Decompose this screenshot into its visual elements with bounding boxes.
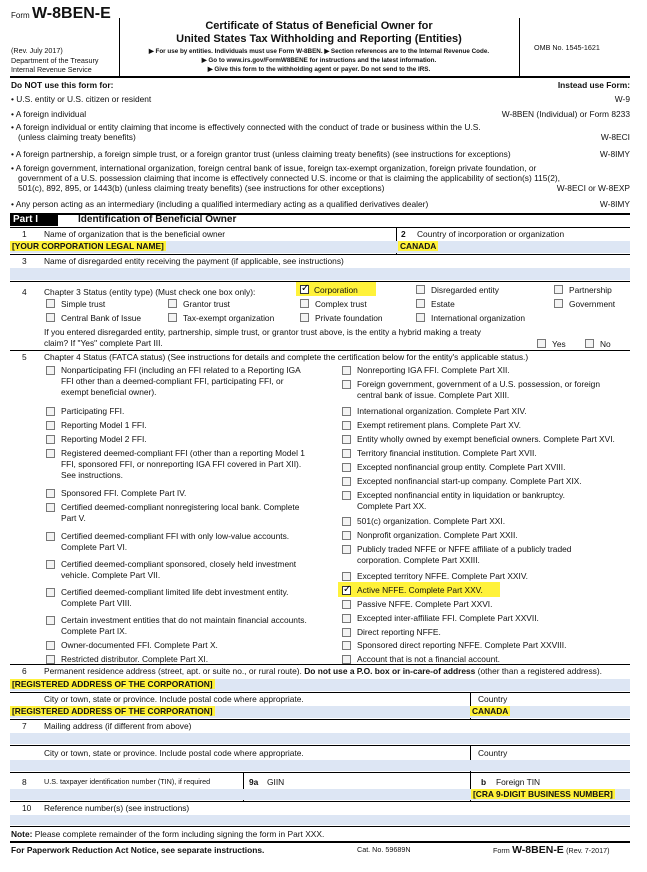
fatca-status-right-label: Excepted inter-affiliate FFI. Complete Part XXVII.: [357, 613, 539, 623]
rule: [10, 692, 630, 693]
form-number: W-8BEN-E: [32, 5, 111, 22]
fatca-status-left-label: Complete Part IX.: [61, 626, 128, 636]
fatca-status-left-label: Certified deemed-compliant limited life debt investment entity.: [61, 587, 289, 597]
form-number-block: [11, 4, 111, 23]
fatca-status-right-label: Entity wholly owned by exempt beneficial owners. Complete Part XVI.: [357, 434, 615, 444]
fatca-status-right-label: Excepted nonfinancial entity in liquidation or bankruptcy.: [357, 490, 565, 500]
mailing-city-label: City or town, state or province. Include postal code where appropriate.: [44, 748, 304, 758]
partnership-label: Partnership: [569, 285, 612, 295]
complex-trust-checkbox[interactable]: [300, 299, 309, 308]
country-of-incorporation-value: CANADA: [400, 241, 437, 251]
exclusion-form: W-8IMY: [599, 149, 630, 159]
permanent-address-value: [REGISTERED ADDRESS OF THE CORPORATION]: [12, 679, 213, 689]
fatca-status-right-label: Foreign government, government of a U.S. possession, or foreign: [357, 379, 601, 389]
fatca-status-right-label: International organization. Complete Part XIV.: [357, 406, 527, 416]
line4-label: Chapter 3 Status (entity type) (Must check one box only):: [44, 287, 256, 297]
instead-use-heading: Instead use Form:: [557, 80, 630, 90]
do-not-use-heading: Do NOT use this form for:: [11, 80, 114, 90]
fatca-status-left-label: Reporting Model 2 FFI.: [61, 434, 147, 444]
line-number: 2: [401, 229, 406, 239]
exclusion-row: • A foreign individual: [11, 109, 87, 119]
central-bank-checkbox[interactable]: [46, 313, 55, 322]
fatca-status-right-label: Complete Part XX.: [357, 501, 427, 511]
us-tin-field[interactable]: [14, 789, 239, 800]
corporation-label: Corporation: [314, 285, 358, 295]
complex-trust-label: Complex trust: [315, 299, 367, 309]
intl-org-checkbox[interactable]: [416, 313, 425, 322]
fatca-status-left-label: Owner-documented FFI. Complete Part X.: [61, 640, 218, 650]
fatca-status-right-checkbox[interactable]: [342, 407, 351, 416]
exclusion-row-cont: (unless claiming treaty benefits): [18, 132, 136, 142]
line-number: 3: [22, 256, 27, 266]
line-number: 1: [22, 229, 27, 239]
fatca-status-left-label: Complete Part VI.: [61, 542, 128, 552]
footer-form-id: [493, 844, 610, 857]
fatca-status-right-checkbox[interactable]: [342, 586, 351, 595]
fatca-status-right-label: Excepted nonfinancial start-up company. Complete Part XIX.: [357, 476, 582, 486]
fatca-status-left-checkbox[interactable]: [46, 641, 55, 650]
exclusion-form: W-9: [614, 94, 630, 104]
instruction-bullet-3: ▶ Give this form to the withholding agent or payer. Do not send to the IRS.: [207, 66, 431, 73]
line9b-label: Foreign TIN: [496, 777, 541, 787]
city-field[interactable]: [10, 706, 215, 716]
private-foundation-label: Private foundation: [315, 313, 383, 323]
rule: [10, 826, 630, 827]
hybrid-question-cont: claim? If "Yes" complete Part III.: [44, 338, 163, 348]
fatca-status-right-label: Nonprofit organization. Complete Part XXII.: [357, 530, 518, 540]
rule: [10, 841, 630, 843]
fatca-status-left-label: vehicle. Complete Part VII.: [61, 570, 161, 580]
line-number: 8: [22, 777, 27, 787]
disregarded-entity-checkbox[interactable]: [416, 285, 425, 294]
line3-label: Name of disregarded entity receiving the payment (if applicable, see instructions): [44, 256, 344, 266]
fatca-status-left-checkbox[interactable]: [46, 588, 55, 597]
fatca-status-left-checkbox[interactable]: [46, 366, 55, 375]
fatca-status-left-label: See instructions.: [61, 470, 123, 480]
country-field[interactable]: [470, 706, 510, 716]
line6-label-b: Do not use a P.O. box or in-care-of address: [304, 666, 476, 676]
header-divider-right: [519, 18, 520, 76]
department: Department of the Treasury: [11, 56, 99, 65]
fatca-status-left-label: Participating FFI.: [61, 406, 125, 416]
fatca-status-left-label: Certain investment entities that do not maintain financial accounts.: [61, 615, 307, 625]
instruction-bullet-2: ▶ Go to www.irs.gov/FormW8BENE for instructions and the latest information.: [201, 57, 437, 64]
exclusion-row: • U.S. entity or U.S. citizen or resident: [11, 94, 152, 104]
fatca-status-right-label: Publicly traded NFFE or NFFE affiliate of a publicly traded: [357, 544, 572, 554]
government-label: Government: [569, 299, 616, 309]
organization-name-field[interactable]: [10, 241, 166, 251]
paperwork-notice: For Paperwork Reduction Act Notice, see separate instructions.: [11, 845, 265, 855]
header-rule: [10, 76, 630, 78]
private-foundation-checkbox[interactable]: [300, 313, 309, 322]
fatca-status-right-checkbox[interactable]: [342, 380, 351, 389]
fatca-status-left-label: Restricted distributor. Complete Part XI.: [61, 654, 209, 664]
line-number: 4: [22, 287, 27, 297]
line6-label: [44, 666, 602, 676]
mailing-address-field[interactable]: [10, 733, 630, 744]
foreign-tin-value: [CRA 9-DIGIT BUSINESS NUMBER]: [473, 789, 613, 799]
rule: [10, 772, 630, 773]
tax-exempt-checkbox[interactable]: [168, 313, 177, 322]
hybrid-question: If you entered disregarded entity, partnership, simple trust, or grantor trust above, is the entity a hybrid making a treaty: [44, 327, 481, 337]
form-title-line1: Certificate of Status of Beneficial Owner for: [205, 20, 433, 32]
exclusion-row: • A foreign individual or entity claiming that income is effectively connected with the conduct of trade or business within the U.S.: [11, 122, 481, 132]
fatca-status-left-label: Nonparticipating FFI (including an FFI related to a Reporting IGA: [61, 365, 301, 375]
grantor-trust-label: Grantor trust: [183, 299, 231, 309]
rule: [10, 745, 630, 746]
fatca-status-left-label: Part V.: [61, 513, 86, 523]
fatca-status-left-label: Sponsored FFI. Complete Part IV.: [61, 488, 187, 498]
fatca-status-left-checkbox[interactable]: [46, 532, 55, 541]
form-title-line2: United States Tax Withholding and Reporting (Entities): [176, 33, 462, 45]
revision-date: (Rev. July 2017): [11, 46, 63, 55]
fatca-status-right-checkbox[interactable]: [342, 477, 351, 486]
footer-form-number: W-8BEN-E: [512, 844, 564, 856]
city-value: [REGISTERED ADDRESS OF THE CORPORATION]: [12, 706, 213, 716]
grantor-trust-checkbox[interactable]: [168, 299, 177, 308]
exclusion-row: • A foreign government, international organization, foreign central bank of issue, foreign tax-exempt organization, foreign private foundation, or: [11, 163, 537, 173]
exclusion-form: W-8IMY: [599, 199, 630, 209]
fatca-status-right-checkbox[interactable]: [342, 463, 351, 472]
footer-form-label: Form: [493, 846, 510, 855]
line-number: 5: [22, 352, 27, 362]
instruction-bullet-1: ▶ For use by entities. Individuals must use Form W-8BEN. ▶ Section references are to the Internal Revenue Code.: [148, 48, 490, 55]
catalog-number: Cat. No. 59689N: [357, 845, 411, 854]
partnership-checkbox[interactable]: [554, 285, 563, 294]
country-label: Country: [478, 694, 508, 704]
line7-label: Mailing address (if different from above): [44, 721, 192, 731]
reference-number-field[interactable]: [10, 815, 630, 825]
fatca-status-right-checkbox[interactable]: [342, 435, 351, 444]
line9a-label: GIIN: [267, 777, 285, 787]
footer-revision: (Rev. 7-2017): [566, 846, 610, 855]
fatca-status-right-checkbox[interactable]: [342, 641, 351, 650]
government-checkbox[interactable]: [554, 299, 563, 308]
simple-trust-checkbox[interactable]: [46, 299, 55, 308]
line2-label: Country of incorporation or organization: [417, 229, 565, 239]
fatca-status-right-checkbox[interactable]: [342, 572, 351, 581]
line10-label: Reference number(s) (see instructions): [44, 803, 190, 813]
line1-label: Name of organization that is the beneficial owner: [44, 229, 226, 239]
fatca-status-right-label: corporation. Complete Part XXIII.: [357, 555, 480, 565]
simple-trust-label: Simple trust: [61, 299, 106, 309]
part1-rule-bottom: [10, 227, 630, 228]
note-bold: Note:: [11, 829, 33, 839]
hybrid-yes-checkbox[interactable]: [537, 339, 546, 348]
intl-org-label: International organization: [431, 313, 526, 323]
fatca-status-right-checkbox[interactable]: [342, 655, 351, 664]
line-number: b: [481, 777, 487, 787]
fatca-status-right-checkbox[interactable]: [342, 421, 351, 430]
central-bank-label: Central Bank of Issue: [61, 313, 142, 323]
organization-name-value: [YOUR CORPORATION LEGAL NAME]: [12, 241, 164, 251]
part1-label: Part I: [10, 214, 58, 226]
fatca-status-left-checkbox[interactable]: [46, 655, 55, 664]
fatca-status-left-label: FFI other than a deemed-compliant FFI, participating FFI, or: [61, 376, 284, 386]
line6-label-a: Permanent residence address (street, apt. or suite no., or rural route).: [44, 666, 305, 676]
fatca-status-right-label: Territory financial institution. Complete Part XVII.: [357, 448, 537, 458]
fatca-status-right-checkbox[interactable]: [342, 517, 351, 526]
mailing-country-label: Country: [478, 748, 508, 758]
hybrid-no-checkbox[interactable]: [585, 339, 594, 348]
fatca-status-left-checkbox[interactable]: [46, 616, 55, 625]
exclusion-form: W-8ECI: [600, 132, 630, 142]
country-of-incorporation-field[interactable]: [398, 241, 438, 251]
disregarded-entity-field[interactable]: [10, 268, 630, 280]
fatca-status-left-label: Certified deemed-compliant sponsored, closely held investment: [61, 559, 297, 569]
tax-exempt-label: Tax-exempt organization: [183, 313, 275, 323]
fatca-status-right-label: Nonreporting IGA FFI. Complete Part XII.: [357, 365, 510, 375]
line-number: 6: [22, 666, 27, 676]
fatca-status-right-label: Exempt retirement plans. Complete Part XV.: [357, 420, 522, 430]
country-value: CANADA: [472, 706, 509, 716]
fatca-status-left-label: FFI, sponsored FFI, or nonreporting IGA FFI covered in Part XII).: [61, 459, 302, 469]
estate-label: Estate: [431, 299, 455, 309]
fatca-status-left-label: Reporting Model 1 FFI.: [61, 420, 147, 430]
corporation-checkbox[interactable]: [300, 285, 309, 294]
fatca-status-right-label: Sponsored direct reporting NFFE. Complete Part XXVIII.: [357, 640, 567, 650]
fatca-status-left-checkbox[interactable]: [46, 489, 55, 498]
fatca-status-right-label: central bank of issue. Complete Part XIII.: [357, 390, 510, 400]
fatca-status-left-checkbox[interactable]: [46, 449, 55, 458]
line8-label: U.S. taxpayer identification number (TIN), if required: [44, 777, 211, 786]
foreign-tin-field[interactable]: [471, 789, 615, 799]
fatca-status-left-checkbox[interactable]: [46, 560, 55, 569]
fatca-status-left-label: Registered deemed-compliant FFI (other than a reporting Model 1: [61, 448, 305, 458]
permanent-address-field[interactable]: [10, 679, 215, 689]
fatca-status-left-label: Certified deemed-compliant FFI with only low-value accounts.: [61, 531, 290, 541]
note-text: [11, 829, 324, 839]
note-body: Please complete remainder of the form including signing the form in Part XXX.: [32, 829, 325, 839]
disregarded-entity-label: Disregarded entity: [431, 285, 499, 295]
fatca-status-right-checkbox[interactable]: [342, 545, 351, 554]
rule: [10, 254, 630, 255]
fatca-status-right-checkbox[interactable]: [342, 628, 351, 637]
fatca-status-right-label: Direct reporting NFFE.: [357, 627, 441, 637]
fatca-status-left-checkbox[interactable]: [46, 407, 55, 416]
fatca-status-right-checkbox[interactable]: [342, 531, 351, 540]
omb-number: OMB No. 1545-1621: [534, 43, 600, 52]
estate-checkbox[interactable]: [416, 299, 425, 308]
city-label: City or town, state or province. Include postal code where appropriate.: [44, 694, 304, 704]
fatca-status-right-checkbox[interactable]: [342, 366, 351, 375]
exclusion-form: W-8ECI or W-8EXP: [556, 183, 630, 193]
fatca-status-right-label: Account that is not a financial account.: [357, 654, 500, 664]
exclusion-row-cont: 501(c), 892, 895, or 1443(b) (unless claiming treaty benefits) (see instructions for other exceptions): [18, 183, 385, 193]
exclusion-form: W-8BEN (Individual) or Form 8233: [501, 109, 630, 119]
rule: [10, 719, 630, 720]
hybrid-no-label: No: [600, 339, 611, 349]
fatca-status-right-checkbox[interactable]: [342, 614, 351, 623]
giin-field[interactable]: [247, 789, 467, 800]
fatca-status-left-label: Complete Part VIII.: [61, 598, 132, 608]
agency: Internal Revenue Service: [11, 65, 92, 74]
exclusion-row: • Any person acting as an intermediary (including a qualified intermediary acting as a qualified derivatives dealer): [11, 199, 429, 209]
fatca-status-left-checkbox[interactable]: [46, 503, 55, 512]
fatca-status-right-label: Excepted nonfinancial group entity. Complete Part XVIII.: [357, 462, 566, 472]
fatca-status-left-label: Certified deemed-compliant nonregistering local bank. Complete: [61, 502, 300, 512]
fatca-status-right-label: Active NFFE. Complete Part XXV.: [357, 585, 483, 595]
line-number: 7: [22, 721, 27, 731]
fatca-status-left-checkbox[interactable]: [46, 421, 55, 430]
exclusion-row-cont: government of a U.S. possession claiming that income is effectively connected U.S. income or that is claiming the applicability of section(s) 115(2),: [18, 173, 560, 183]
part1-title: Identification of Beneficial Owner: [78, 214, 237, 225]
fatca-status-right-label: 501(c) organization. Complete Part XXI.: [357, 516, 506, 526]
line-number: 9a: [249, 777, 259, 787]
fatca-status-right-checkbox[interactable]: [342, 600, 351, 609]
line-number: 10: [22, 803, 32, 813]
mailing-city-field[interactable]: [10, 760, 630, 771]
rule: [10, 350, 630, 351]
hybrid-yes-label: Yes: [552, 339, 566, 349]
line5-label: Chapter 4 Status (FATCA status) (See instructions for details and complete the certification below for the entity's applicable status.): [44, 352, 529, 362]
fatca-status-left-label: exempt beneficial owner).: [61, 387, 157, 397]
fatca-status-right-label: Excepted territory NFFE. Complete Part XXIV.: [357, 571, 528, 581]
rule: [10, 664, 630, 665]
exclusion-row: • A foreign partnership, a foreign simple trust, or a foreign grantor trust (unless claiming treaty benefits) (see instructions for exceptions): [11, 149, 511, 159]
fatca-status-left-checkbox[interactable]: [46, 435, 55, 444]
rule: [10, 801, 630, 802]
fatca-status-right-checkbox[interactable]: [342, 491, 351, 500]
fatca-status-right-label: Passive NFFE. Complete Part XXVI.: [357, 599, 493, 609]
fatca-status-right-checkbox[interactable]: [342, 449, 351, 458]
form-label: Form: [11, 11, 30, 20]
line6-label-c: (other than a registered address).: [475, 666, 602, 676]
